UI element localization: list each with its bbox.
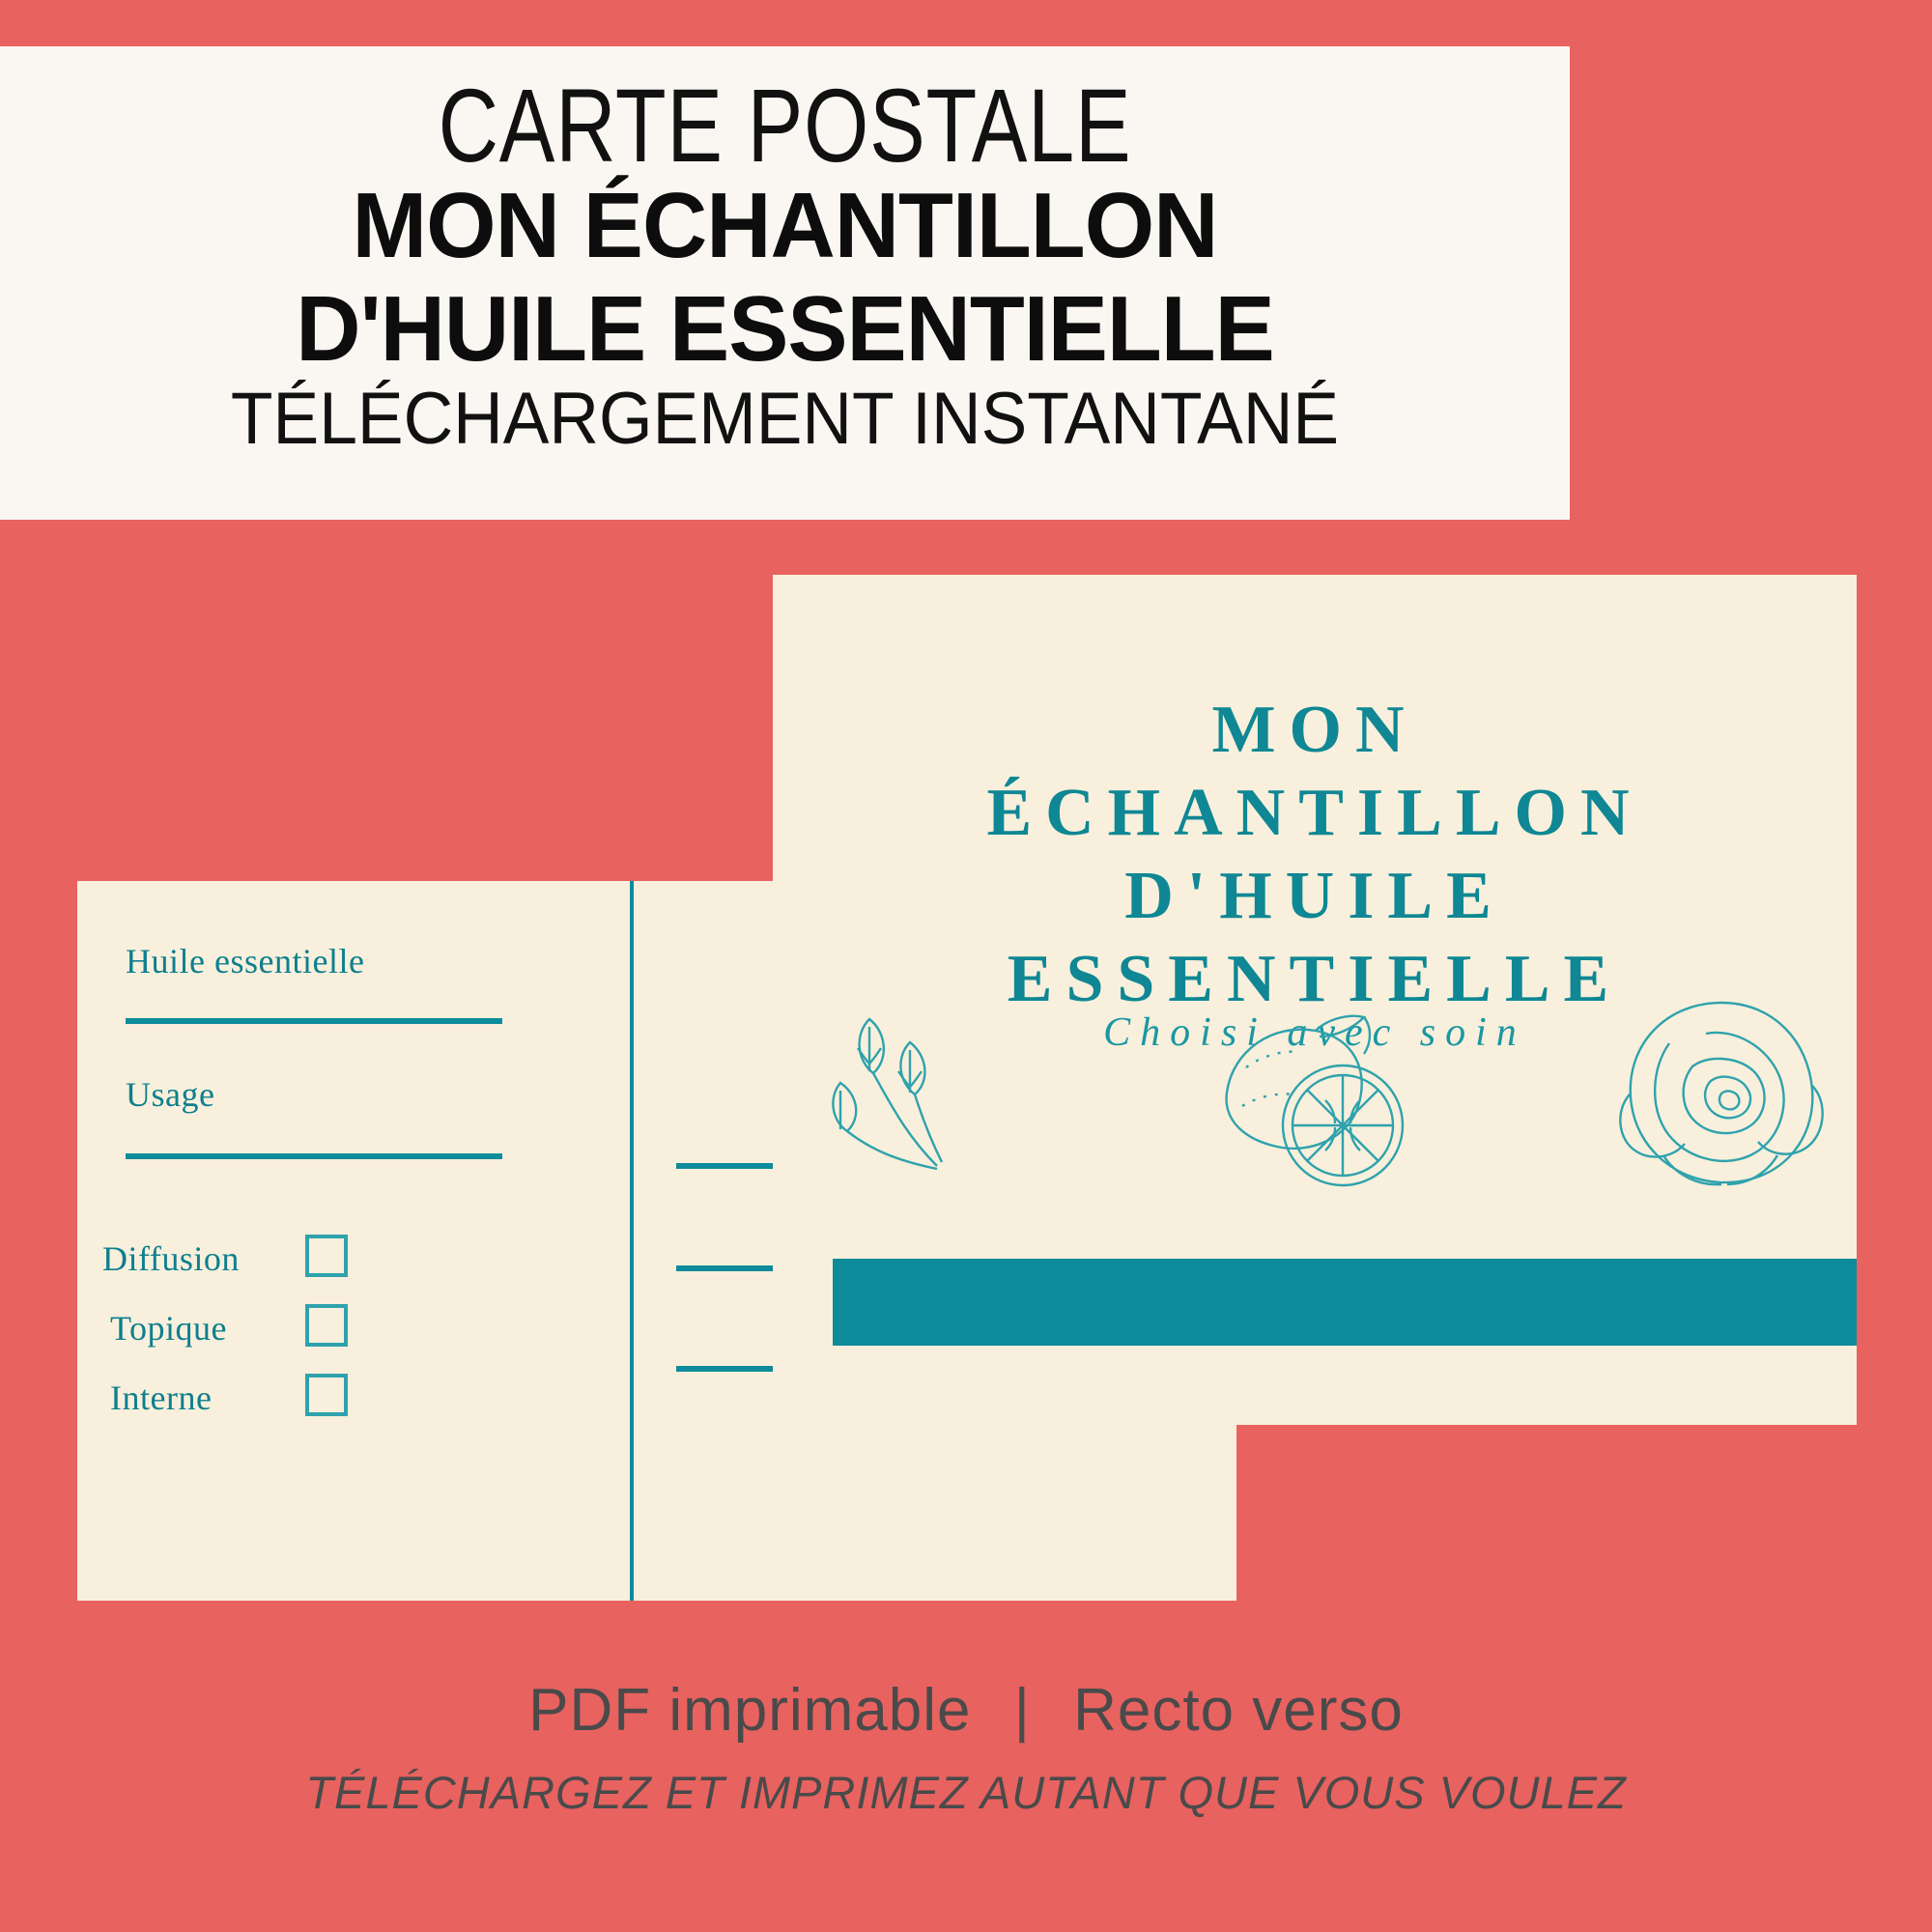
- checkbox-label-topique: Topique: [110, 1309, 227, 1348]
- checkbox-topique[interactable]: [305, 1304, 348, 1347]
- front-title-line-1: MON: [1211, 693, 1418, 767]
- front-tagline: Choisi avec soin: [1103, 1010, 1526, 1055]
- footer-features: [0, 1676, 1932, 1745]
- rose-flower-icon: [1605, 985, 1837, 1212]
- footer-note: TÉLÉCHARGEZ ET IMPRIMEZ AUTANT QUE VOUS VOULEZ: [305, 1767, 1627, 1818]
- center-fold-line: [630, 881, 634, 1601]
- front-title-line-3: D'HUILE: [1124, 859, 1505, 934]
- footer-separator: |: [1013, 1677, 1031, 1744]
- checkbox-label-interne: Interne: [110, 1378, 213, 1417]
- checkbox-label-diffusion: Diffusion: [102, 1239, 240, 1278]
- lemon-slice-icon: [1208, 1000, 1439, 1208]
- field-label-huile-essentielle: Huile essentielle: [126, 942, 365, 980]
- promo-banner: [0, 46, 1570, 520]
- footer-feature-1: PDF imprimable: [528, 1677, 972, 1744]
- checkbox-interne[interactable]: [305, 1374, 348, 1416]
- banner-title-line-1: MON ÉCHANTILLON: [352, 174, 1218, 277]
- banner-title-line-2: D'HUILE ESSENTIELLE: [296, 276, 1274, 381]
- footer-feature-2: Recto verso: [1073, 1677, 1404, 1744]
- checkbox-diffusion[interactable]: [305, 1235, 348, 1277]
- front-title: [773, 689, 1857, 1021]
- front-accent-bar: [833, 1259, 1857, 1346]
- banner-subtitle: TÉLÉCHARGEMENT INSTANTANÉ: [230, 377, 1340, 460]
- field-rule-usage: [126, 1153, 502, 1159]
- field-rule-huile-essentielle: [126, 1018, 502, 1024]
- lavender-sprig-icon: [802, 990, 995, 1198]
- front-title-line-4: ESSENTIELLE: [1007, 942, 1623, 1017]
- footer: [0, 1676, 1932, 1819]
- banner-eyebrow: CARTE POSTALE: [438, 67, 1132, 184]
- postcard-front-preview: [773, 575, 1857, 1425]
- front-title-line-2: ÉCHANTILLON: [986, 776, 1643, 851]
- field-label-usage: Usage: [126, 1075, 215, 1114]
